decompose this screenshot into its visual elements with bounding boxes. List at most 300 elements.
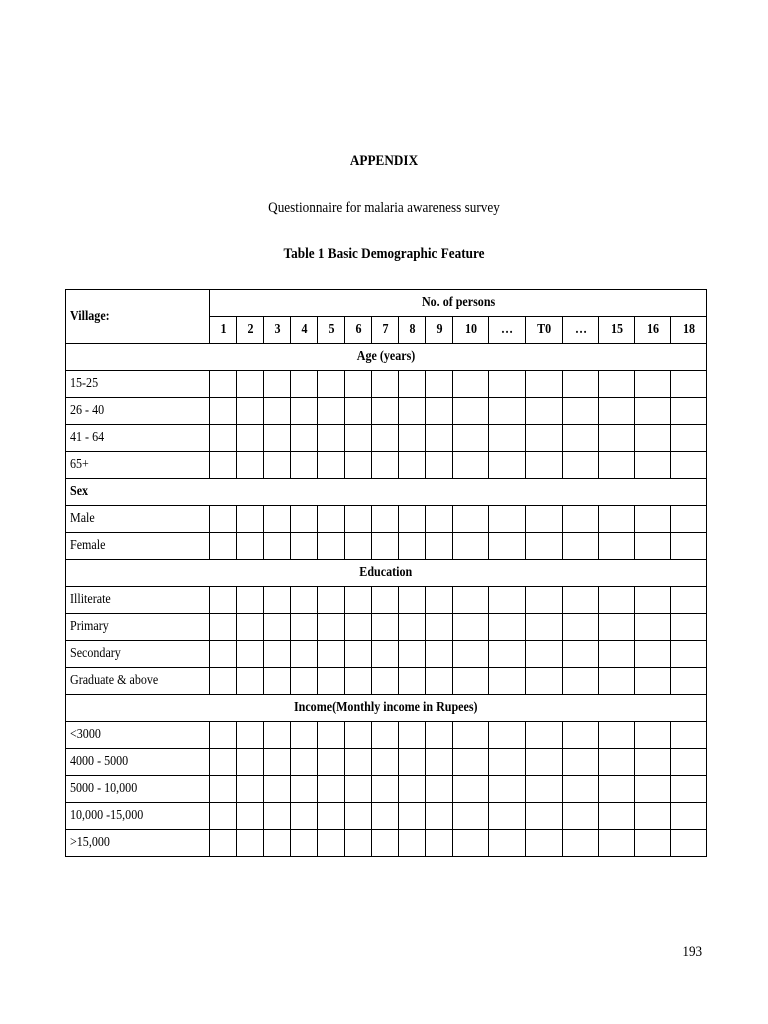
response-cell[interactable] <box>291 587 318 614</box>
response-cell[interactable] <box>635 668 671 695</box>
response-cell[interactable] <box>671 533 707 560</box>
response-cell[interactable] <box>599 506 635 533</box>
response-cell[interactable] <box>453 803 489 830</box>
response-cell[interactable] <box>526 506 563 533</box>
response-cell[interactable] <box>426 776 453 803</box>
response-cell[interactable] <box>453 425 489 452</box>
section-header-row <box>66 479 707 506</box>
response-cell[interactable] <box>489 425 526 452</box>
response-cell[interactable] <box>426 371 453 398</box>
response-cell[interactable] <box>345 776 372 803</box>
response-cell[interactable] <box>291 722 318 749</box>
response-cell[interactable] <box>399 452 426 479</box>
response-cell[interactable] <box>635 398 671 425</box>
response-cell[interactable] <box>291 425 318 452</box>
response-cell[interactable] <box>264 776 291 803</box>
row-label: 10,000 -15,000 <box>66 803 210 830</box>
response-cell[interactable] <box>372 371 399 398</box>
response-cell[interactable] <box>563 533 599 560</box>
table-row <box>66 425 707 452</box>
column-number: 15 <box>599 317 635 344</box>
row-label: Graduate & above <box>66 668 210 695</box>
response-cell[interactable] <box>372 398 399 425</box>
response-cell[interactable] <box>237 506 264 533</box>
response-cell[interactable] <box>599 803 635 830</box>
response-cell[interactable] <box>399 506 426 533</box>
response-cell[interactable] <box>599 425 635 452</box>
response-cell[interactable] <box>671 398 707 425</box>
response-cell[interactable] <box>599 533 635 560</box>
response-cell[interactable] <box>671 641 707 668</box>
response-cell[interactable] <box>635 803 671 830</box>
response-cell[interactable] <box>345 398 372 425</box>
response-cell[interactable] <box>526 533 563 560</box>
response-cell[interactable] <box>399 668 426 695</box>
response-cell[interactable] <box>264 641 291 668</box>
response-cell[interactable] <box>345 722 372 749</box>
table-row <box>66 830 707 857</box>
section-title: Education <box>66 560 707 587</box>
response-cell[interactable] <box>264 425 291 452</box>
response-cell[interactable] <box>399 587 426 614</box>
response-cell[interactable] <box>345 749 372 776</box>
response-cell[interactable] <box>599 614 635 641</box>
response-cell[interactable] <box>264 398 291 425</box>
response-cell[interactable] <box>426 803 453 830</box>
table-row <box>66 587 707 614</box>
response-cell[interactable] <box>372 803 399 830</box>
table-title: Table 1 Basic Demographic Feature <box>283 246 485 262</box>
response-cell[interactable] <box>318 776 345 803</box>
response-cell[interactable] <box>291 398 318 425</box>
column-number: 8 <box>399 317 426 344</box>
row-label: 26 - 40 <box>66 398 210 425</box>
response-cell[interactable] <box>563 749 599 776</box>
response-cell[interactable] <box>635 587 671 614</box>
section-title: Sex <box>66 479 707 506</box>
response-cell[interactable] <box>210 506 237 533</box>
response-cell[interactable] <box>210 371 237 398</box>
response-cell[interactable] <box>671 668 707 695</box>
row-label: Illiterate <box>66 587 210 614</box>
response-cell[interactable] <box>635 533 671 560</box>
response-cell[interactable] <box>318 371 345 398</box>
response-cell[interactable] <box>372 425 399 452</box>
row-label: Primary <box>66 614 210 641</box>
response-cell[interactable] <box>453 587 489 614</box>
table-row <box>66 668 707 695</box>
response-cell[interactable] <box>399 614 426 641</box>
row-label: >15,000 <box>66 830 210 857</box>
response-cell[interactable] <box>526 452 563 479</box>
response-cell[interactable] <box>489 668 526 695</box>
response-cell[interactable] <box>635 371 671 398</box>
response-cell[interactable] <box>291 614 318 641</box>
response-cell[interactable] <box>489 506 526 533</box>
table-row <box>66 722 707 749</box>
response-cell[interactable] <box>635 641 671 668</box>
response-cell[interactable] <box>345 803 372 830</box>
response-cell[interactable] <box>599 641 635 668</box>
response-cell[interactable] <box>599 830 635 857</box>
response-cell[interactable] <box>453 668 489 695</box>
response-cell[interactable] <box>237 398 264 425</box>
response-cell[interactable] <box>372 776 399 803</box>
response-cell[interactable] <box>671 506 707 533</box>
response-cell[interactable] <box>453 533 489 560</box>
response-cell[interactable] <box>291 776 318 803</box>
response-cell[interactable] <box>671 614 707 641</box>
response-cell[interactable] <box>399 371 426 398</box>
row-label: 65+ <box>66 452 210 479</box>
response-cell[interactable] <box>291 533 318 560</box>
response-cell[interactable] <box>237 533 264 560</box>
column-number: 6 <box>345 317 372 344</box>
response-cell[interactable] <box>599 398 635 425</box>
response-cell[interactable] <box>489 722 526 749</box>
table-row <box>66 749 707 776</box>
response-cell[interactable] <box>318 425 345 452</box>
response-cell[interactable] <box>635 425 671 452</box>
persons-header: No. of persons <box>210 290 707 317</box>
response-cell[interactable] <box>671 371 707 398</box>
response-cell[interactable] <box>671 803 707 830</box>
response-cell[interactable] <box>671 830 707 857</box>
row-label: 4000 - 5000 <box>66 749 210 776</box>
response-cell[interactable] <box>526 803 563 830</box>
response-cell[interactable] <box>526 371 563 398</box>
response-cell[interactable] <box>372 830 399 857</box>
column-number: 10 <box>453 317 489 344</box>
column-number: … <box>563 317 599 344</box>
response-cell[interactable] <box>372 506 399 533</box>
response-cell[interactable] <box>671 722 707 749</box>
response-cell[interactable] <box>345 506 372 533</box>
response-cell[interactable] <box>210 533 237 560</box>
response-cell[interactable] <box>237 722 264 749</box>
column-number: 16 <box>635 317 671 344</box>
response-cell[interactable] <box>210 425 237 452</box>
column-number: 18 <box>671 317 707 344</box>
response-cell[interactable] <box>291 830 318 857</box>
header-row <box>66 290 707 317</box>
response-cell[interactable] <box>635 830 671 857</box>
row-label: Female <box>66 533 210 560</box>
response-cell[interactable] <box>526 398 563 425</box>
response-cell[interactable] <box>264 803 291 830</box>
response-cell[interactable] <box>453 749 489 776</box>
response-cell[interactable] <box>563 506 599 533</box>
row-label: Secondary <box>66 641 210 668</box>
response-cell[interactable] <box>526 776 563 803</box>
response-cell[interactable] <box>563 587 599 614</box>
response-cell[interactable] <box>210 641 237 668</box>
response-cell[interactable] <box>264 722 291 749</box>
response-cell[interactable] <box>237 830 264 857</box>
response-cell[interactable] <box>489 830 526 857</box>
response-cell[interactable] <box>671 587 707 614</box>
section-header-row <box>66 344 707 371</box>
response-cell[interactable] <box>635 452 671 479</box>
response-cell[interactable] <box>264 587 291 614</box>
response-cell[interactable] <box>345 668 372 695</box>
response-cell[interactable] <box>318 452 345 479</box>
response-cell[interactable] <box>563 830 599 857</box>
response-cell[interactable] <box>210 452 237 479</box>
column-number: 9 <box>426 317 453 344</box>
response-cell[interactable] <box>210 668 237 695</box>
response-cell[interactable] <box>318 614 345 641</box>
response-cell[interactable] <box>489 614 526 641</box>
response-cell[interactable] <box>563 425 599 452</box>
response-cell[interactable] <box>563 803 599 830</box>
demographic-table <box>65 289 707 857</box>
response-cell[interactable] <box>399 398 426 425</box>
table-row <box>66 371 707 398</box>
column-number: … <box>489 317 526 344</box>
response-cell[interactable] <box>372 749 399 776</box>
response-cell[interactable] <box>671 776 707 803</box>
response-cell[interactable] <box>426 668 453 695</box>
response-cell[interactable] <box>489 371 526 398</box>
response-cell[interactable] <box>526 668 563 695</box>
response-cell[interactable] <box>635 749 671 776</box>
response-cell[interactable] <box>372 614 399 641</box>
response-cell[interactable] <box>291 803 318 830</box>
response-cell[interactable] <box>426 587 453 614</box>
response-cell[interactable] <box>318 722 345 749</box>
response-cell[interactable] <box>426 722 453 749</box>
response-cell[interactable] <box>453 776 489 803</box>
response-cell[interactable] <box>264 533 291 560</box>
table-row <box>66 452 707 479</box>
village-label: Village: <box>66 290 210 344</box>
response-cell[interactable] <box>318 506 345 533</box>
response-cell[interactable] <box>426 398 453 425</box>
table-row <box>66 533 707 560</box>
response-cell[interactable] <box>210 722 237 749</box>
response-cell[interactable] <box>426 425 453 452</box>
response-cell[interactable] <box>563 641 599 668</box>
response-cell[interactable] <box>210 398 237 425</box>
section-header-row <box>66 695 707 722</box>
response-cell[interactable] <box>599 587 635 614</box>
response-cell[interactable] <box>291 452 318 479</box>
response-cell[interactable] <box>237 776 264 803</box>
response-cell[interactable] <box>426 533 453 560</box>
response-cell[interactable] <box>345 614 372 641</box>
column-number: T0 <box>526 317 563 344</box>
column-number: 2 <box>237 317 264 344</box>
response-cell[interactable] <box>345 371 372 398</box>
response-cell[interactable] <box>599 776 635 803</box>
response-cell[interactable] <box>599 749 635 776</box>
response-cell[interactable] <box>635 722 671 749</box>
table-row <box>66 398 707 425</box>
response-cell[interactable] <box>489 803 526 830</box>
response-cell[interactable] <box>563 722 599 749</box>
response-cell[interactable] <box>237 803 264 830</box>
response-cell[interactable] <box>264 506 291 533</box>
response-cell[interactable] <box>291 668 318 695</box>
table-row <box>66 614 707 641</box>
response-cell[interactable] <box>210 749 237 776</box>
response-cell[interactable] <box>453 722 489 749</box>
response-cell[interactable] <box>291 506 318 533</box>
response-cell[interactable] <box>489 776 526 803</box>
response-cell[interactable] <box>210 803 237 830</box>
column-number: 1 <box>210 317 237 344</box>
response-cell[interactable] <box>318 803 345 830</box>
response-cell[interactable] <box>372 641 399 668</box>
response-cell[interactable] <box>237 587 264 614</box>
response-cell[interactable] <box>264 371 291 398</box>
section-title: Income(Monthly income in Rupees) <box>66 695 707 722</box>
row-label: 5000 - 10,000 <box>66 776 210 803</box>
response-cell[interactable] <box>399 425 426 452</box>
response-cell[interactable] <box>372 722 399 749</box>
response-cell[interactable] <box>563 668 599 695</box>
response-cell[interactable] <box>563 776 599 803</box>
response-cell[interactable] <box>399 776 426 803</box>
response-cell[interactable] <box>526 749 563 776</box>
response-cell[interactable] <box>291 371 318 398</box>
response-cell[interactable] <box>237 749 264 776</box>
response-cell[interactable] <box>453 830 489 857</box>
response-cell[interactable] <box>210 776 237 803</box>
row-label: <3000 <box>66 722 210 749</box>
response-cell[interactable] <box>599 371 635 398</box>
response-cell[interactable] <box>489 749 526 776</box>
row-label: Male <box>66 506 210 533</box>
response-cell[interactable] <box>399 533 426 560</box>
response-cell[interactable] <box>489 452 526 479</box>
response-cell[interactable] <box>599 668 635 695</box>
response-cell[interactable] <box>489 533 526 560</box>
response-cell[interactable] <box>237 668 264 695</box>
response-cell[interactable] <box>599 722 635 749</box>
column-number: 4 <box>291 317 318 344</box>
response-cell[interactable] <box>599 452 635 479</box>
response-cell[interactable] <box>372 668 399 695</box>
response-cell[interactable] <box>399 641 426 668</box>
response-cell[interactable] <box>526 722 563 749</box>
row-label: 15-25 <box>66 371 210 398</box>
response-cell[interactable] <box>453 452 489 479</box>
table-row <box>66 506 707 533</box>
response-cell[interactable] <box>345 641 372 668</box>
section-header-row <box>66 560 707 587</box>
response-cell[interactable] <box>345 830 372 857</box>
response-cell[interactable] <box>399 749 426 776</box>
response-cell[interactable] <box>526 830 563 857</box>
response-cell[interactable] <box>453 506 489 533</box>
response-cell[interactable] <box>318 641 345 668</box>
response-cell[interactable] <box>372 452 399 479</box>
response-cell[interactable] <box>526 425 563 452</box>
response-cell[interactable] <box>237 614 264 641</box>
response-cell[interactable] <box>426 641 453 668</box>
response-cell[interactable] <box>345 533 372 560</box>
response-cell[interactable] <box>237 425 264 452</box>
response-cell[interactable] <box>318 398 345 425</box>
response-cell[interactable] <box>210 614 237 641</box>
response-cell[interactable] <box>210 587 237 614</box>
response-cell[interactable] <box>489 398 526 425</box>
column-number: 3 <box>264 317 291 344</box>
column-number: 5 <box>318 317 345 344</box>
response-cell[interactable] <box>345 587 372 614</box>
response-cell[interactable] <box>563 398 599 425</box>
response-cell[interactable] <box>635 506 671 533</box>
response-cell[interactable] <box>453 614 489 641</box>
response-cell[interactable] <box>671 452 707 479</box>
response-cell[interactable] <box>237 641 264 668</box>
response-cell[interactable] <box>318 749 345 776</box>
response-cell[interactable] <box>399 830 426 857</box>
response-cell[interactable] <box>264 830 291 857</box>
response-cell[interactable] <box>318 533 345 560</box>
table-row <box>66 641 707 668</box>
response-cell[interactable] <box>264 452 291 479</box>
response-cell[interactable] <box>264 668 291 695</box>
response-cell[interactable] <box>399 803 426 830</box>
table-row <box>66 776 707 803</box>
response-cell[interactable] <box>264 614 291 641</box>
response-cell[interactable] <box>453 641 489 668</box>
response-cell[interactable] <box>264 749 291 776</box>
response-cell[interactable] <box>345 452 372 479</box>
response-cell[interactable] <box>399 722 426 749</box>
response-cell[interactable] <box>671 425 707 452</box>
column-number: 7 <box>372 317 399 344</box>
response-cell[interactable] <box>635 614 671 641</box>
response-cell[interactable] <box>210 830 237 857</box>
response-cell[interactable] <box>635 776 671 803</box>
response-cell[interactable] <box>345 425 372 452</box>
response-cell[interactable] <box>291 749 318 776</box>
table-row <box>66 803 707 830</box>
response-cell[interactable] <box>671 749 707 776</box>
response-cell[interactable] <box>426 749 453 776</box>
response-cell[interactable] <box>526 587 563 614</box>
response-cell[interactable] <box>426 506 453 533</box>
response-cell[interactable] <box>489 587 526 614</box>
response-cell[interactable] <box>526 614 563 641</box>
response-cell[interactable] <box>563 614 599 641</box>
response-cell[interactable] <box>372 533 399 560</box>
response-cell[interactable] <box>426 614 453 641</box>
response-cell[interactable] <box>563 371 599 398</box>
response-cell[interactable] <box>489 641 526 668</box>
response-cell[interactable] <box>526 641 563 668</box>
response-cell[interactable] <box>426 830 453 857</box>
response-cell[interactable] <box>237 452 264 479</box>
response-cell[interactable] <box>237 371 264 398</box>
section-title: Age (years) <box>66 344 707 371</box>
response-cell[interactable] <box>318 668 345 695</box>
appendix-heading: APPENDIX <box>349 153 419 169</box>
response-cell[interactable] <box>372 587 399 614</box>
row-label: 41 - 64 <box>66 425 210 452</box>
response-cell[interactable] <box>318 830 345 857</box>
response-cell[interactable] <box>318 587 345 614</box>
response-cell[interactable] <box>453 398 489 425</box>
response-cell[interactable] <box>453 371 489 398</box>
response-cell[interactable] <box>426 452 453 479</box>
response-cell[interactable] <box>563 452 599 479</box>
response-cell[interactable] <box>291 641 318 668</box>
